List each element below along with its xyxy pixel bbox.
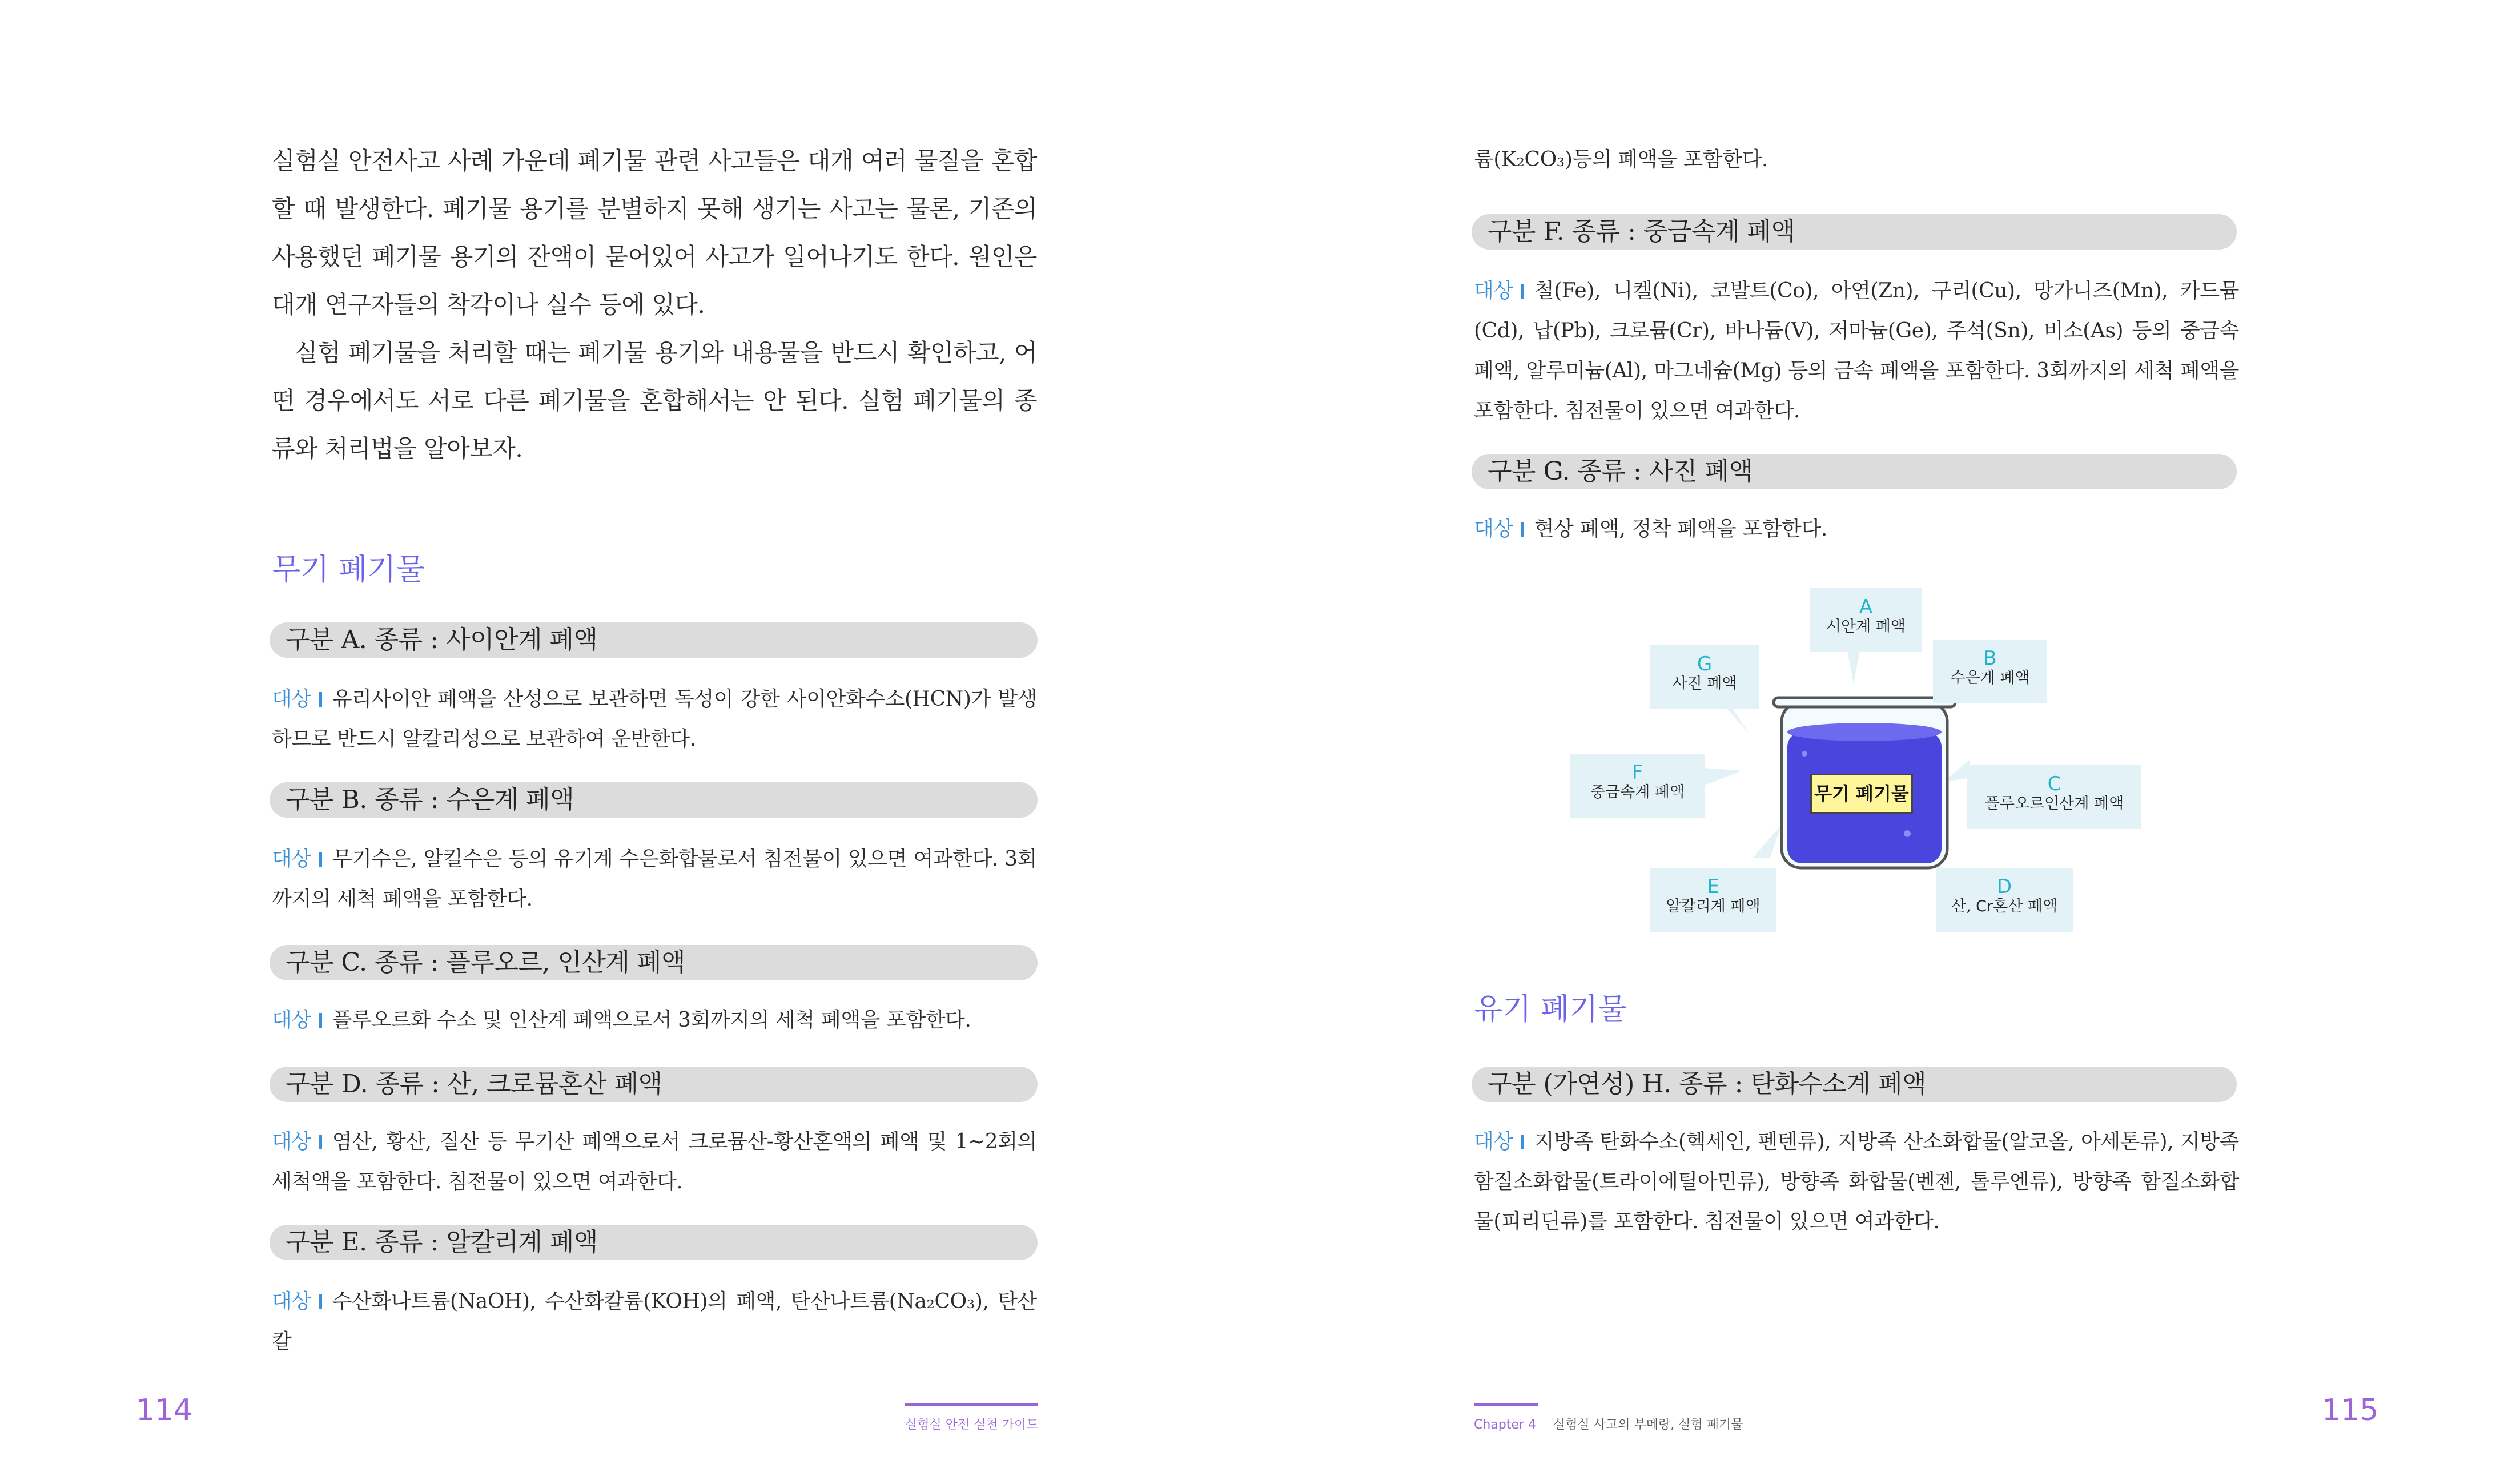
category-bar-d: 구분 D. 종류 : 산, 크로뮴혼산 폐액 (270, 1067, 1038, 1102)
target-label: 대상 (272, 687, 311, 711)
category-bar-g: 구분 G. 종류 : 사진 폐액 (1472, 454, 2237, 489)
separator-mark (319, 1013, 322, 1028)
category-bar-f: 구분 F. 종류 : 중금속계 폐액 (1472, 214, 2237, 250)
diagram-label-c: C 플루오르인산계 폐액 (1967, 765, 2141, 829)
target-label: 대상 (1474, 279, 1513, 303)
diagram-label-a: A 시안계 폐액 (1810, 588, 1922, 652)
footer-title: 실험실 안전 실천 가이드 (905, 1418, 1039, 1432)
target-text: 수산화나트륨(NaOH), 수산화칼륨(KOH)의 폐액, 탄산나트륨(Na₂CO₃), 탄산칼 (272, 1290, 1037, 1353)
separator-mark (1521, 284, 1524, 299)
category-bar-a: 구분 A. 종류 : 사이안계 폐액 (270, 622, 1038, 658)
diagram-label-e: E 알칼리계 폐액 (1650, 868, 1776, 932)
separator-mark (319, 852, 322, 867)
target-text: 무기수은, 알킬수은 등의 유기계 수은화합물로서 침전물이 있으면 여과한다. 3회까지의 세척 폐액을 포함한다. (272, 847, 1037, 911)
target-text: 유리사이안 폐액을 산성으로 보관하면 독성이 강한 사이안화수소(HCN)가 발생하므로 반드시 알칼리성으로 보관하여 운반한다. (272, 687, 1037, 751)
diagram-label-f: F 중금속계 폐액 (1570, 754, 1705, 818)
target-text: 염산, 황산, 질산 등 무기산 폐액으로서 크로뮴산-황산혼액의 폐액 및 1~2회의 세척액을 포함한다. 침전물이 있으면 여과한다. (272, 1130, 1037, 1193)
target-label: 대상 (272, 1290, 311, 1313)
intro-paragraph: 실험실 안전사고 사례 가운데 폐기물 관련 사고들은 대개 여러 물질을 혼합할 때 발생한다. 폐기물 용기를 분별하지 못해 생기는 사고는 물론, 기존의 사용했던 폐기물 용기의 잔액이 묻어있어 사고가 일어나기도 한다. 원인은 대개 연구자들의 착각이나 실수 등에 있다. (272, 147, 1037, 319)
intro-paragraph: 실험 폐기물을 처리할 때는 폐기물 용기와 내용물을 반드시 확인하고, 어떤 경우에서도 서로 다른 폐기물을 혼합해서는 안 된다. 실험 폐기물의 종류와 처리법을 알아보자. (272, 339, 1037, 463)
separator-mark (1521, 522, 1524, 537)
target-label: 대상 (272, 1008, 311, 1032)
target-label: 대상 (272, 847, 311, 871)
target-text: 플루오르화 수소 및 인산계 폐액으로서 3회까지의 세척 폐액을 포함한다. (332, 1008, 971, 1032)
category-target-e (272, 1282, 1037, 1362)
category-bar-e: 구분 E. 종류 : 알칼리계 폐액 (270, 1225, 1038, 1260)
page-footer (1474, 1415, 1743, 1433)
category-target-b (272, 839, 1037, 919)
category-target-c (272, 1000, 1037, 1040)
diagram-label-b: B 수은계 폐액 (1933, 640, 2047, 703)
target-label: 대상 (1474, 1130, 1513, 1153)
separator-mark (319, 1294, 322, 1309)
target-label: 대상 (1474, 517, 1513, 541)
beaker-center-label: 무기 폐기물 (1810, 774, 1913, 814)
continued-text: 륨(K₂CO₃)등의 폐액을 포함한다. (1474, 148, 1768, 171)
category-bar-b: 구분 B. 종류 : 수은계 폐액 (270, 782, 1038, 818)
inorganic-waste-diagram (1559, 582, 2176, 948)
footer-title: 실험실 사고의 부메랑, 실험 폐기물 (1553, 1418, 1743, 1432)
category-target-f (1474, 271, 2239, 431)
footer-rule (1474, 1403, 1538, 1406)
target-text: 현상 폐액, 정착 폐액을 포함한다. (1534, 517, 1827, 541)
section-title-inorganic: 무기 폐기물 (272, 553, 425, 587)
footer-rule (905, 1403, 1038, 1406)
category-target-d (272, 1122, 1037, 1202)
section-title-organic: 유기 폐기물 (1474, 992, 1627, 1027)
target-text: 지방족 탄화수소(헥세인, 펜텐류), 지방족 산소화합물(알코올, 아세톤류), 지방족 함질소화합물(트라이에틸아민류), 방향족 화합물(벤젠, 톨루엔류), 방향족 함질소화합물(피리딘류)를 포함한다. 침전물이 있으면 여과한다. (1474, 1130, 2239, 1233)
category-target-h (1474, 1122, 2239, 1242)
chapter-label: Chapter 4 (1474, 1418, 1536, 1432)
category-target-g (1474, 509, 2239, 549)
page-footer (905, 1415, 1039, 1433)
diagram-label-d: D 산, Cr혼산 폐액 (1936, 868, 2073, 932)
intro-text (272, 137, 1037, 473)
page-number: 114 (136, 1393, 193, 1427)
separator-mark (1521, 1135, 1524, 1149)
separator-mark (319, 692, 322, 707)
page-number: 115 (2322, 1393, 2379, 1427)
category-bar-h: 구분 (가연성) H. 종류 : 탄화수소계 폐액 (1472, 1067, 2237, 1102)
separator-mark (319, 1135, 322, 1149)
category-bar-c: 구분 C. 종류 : 플루오르, 인산계 폐액 (270, 945, 1038, 980)
category-target-a (272, 679, 1037, 759)
target-label: 대상 (272, 1130, 311, 1153)
diagram-label-g: G 사진 폐액 (1650, 645, 1759, 709)
target-text: 철(Fe), 니켈(Ni), 코발트(Co), 아연(Zn), 구리(Cu), 망가니즈(Mn), 카드뮴(Cd), 납(Pb), 크로뮴(Cr), 바나듐(V), 저마늄(Ge), 주석(Sn), 비소(As) 등의 중금속 폐액, 알루미늄(Al), 마그네슘(Mg) 등의 금속 폐액을 포함한다. 3회까지의 세척 폐액을 포함한다. 침전물이 있으면 여과한다. (1474, 279, 2239, 423)
